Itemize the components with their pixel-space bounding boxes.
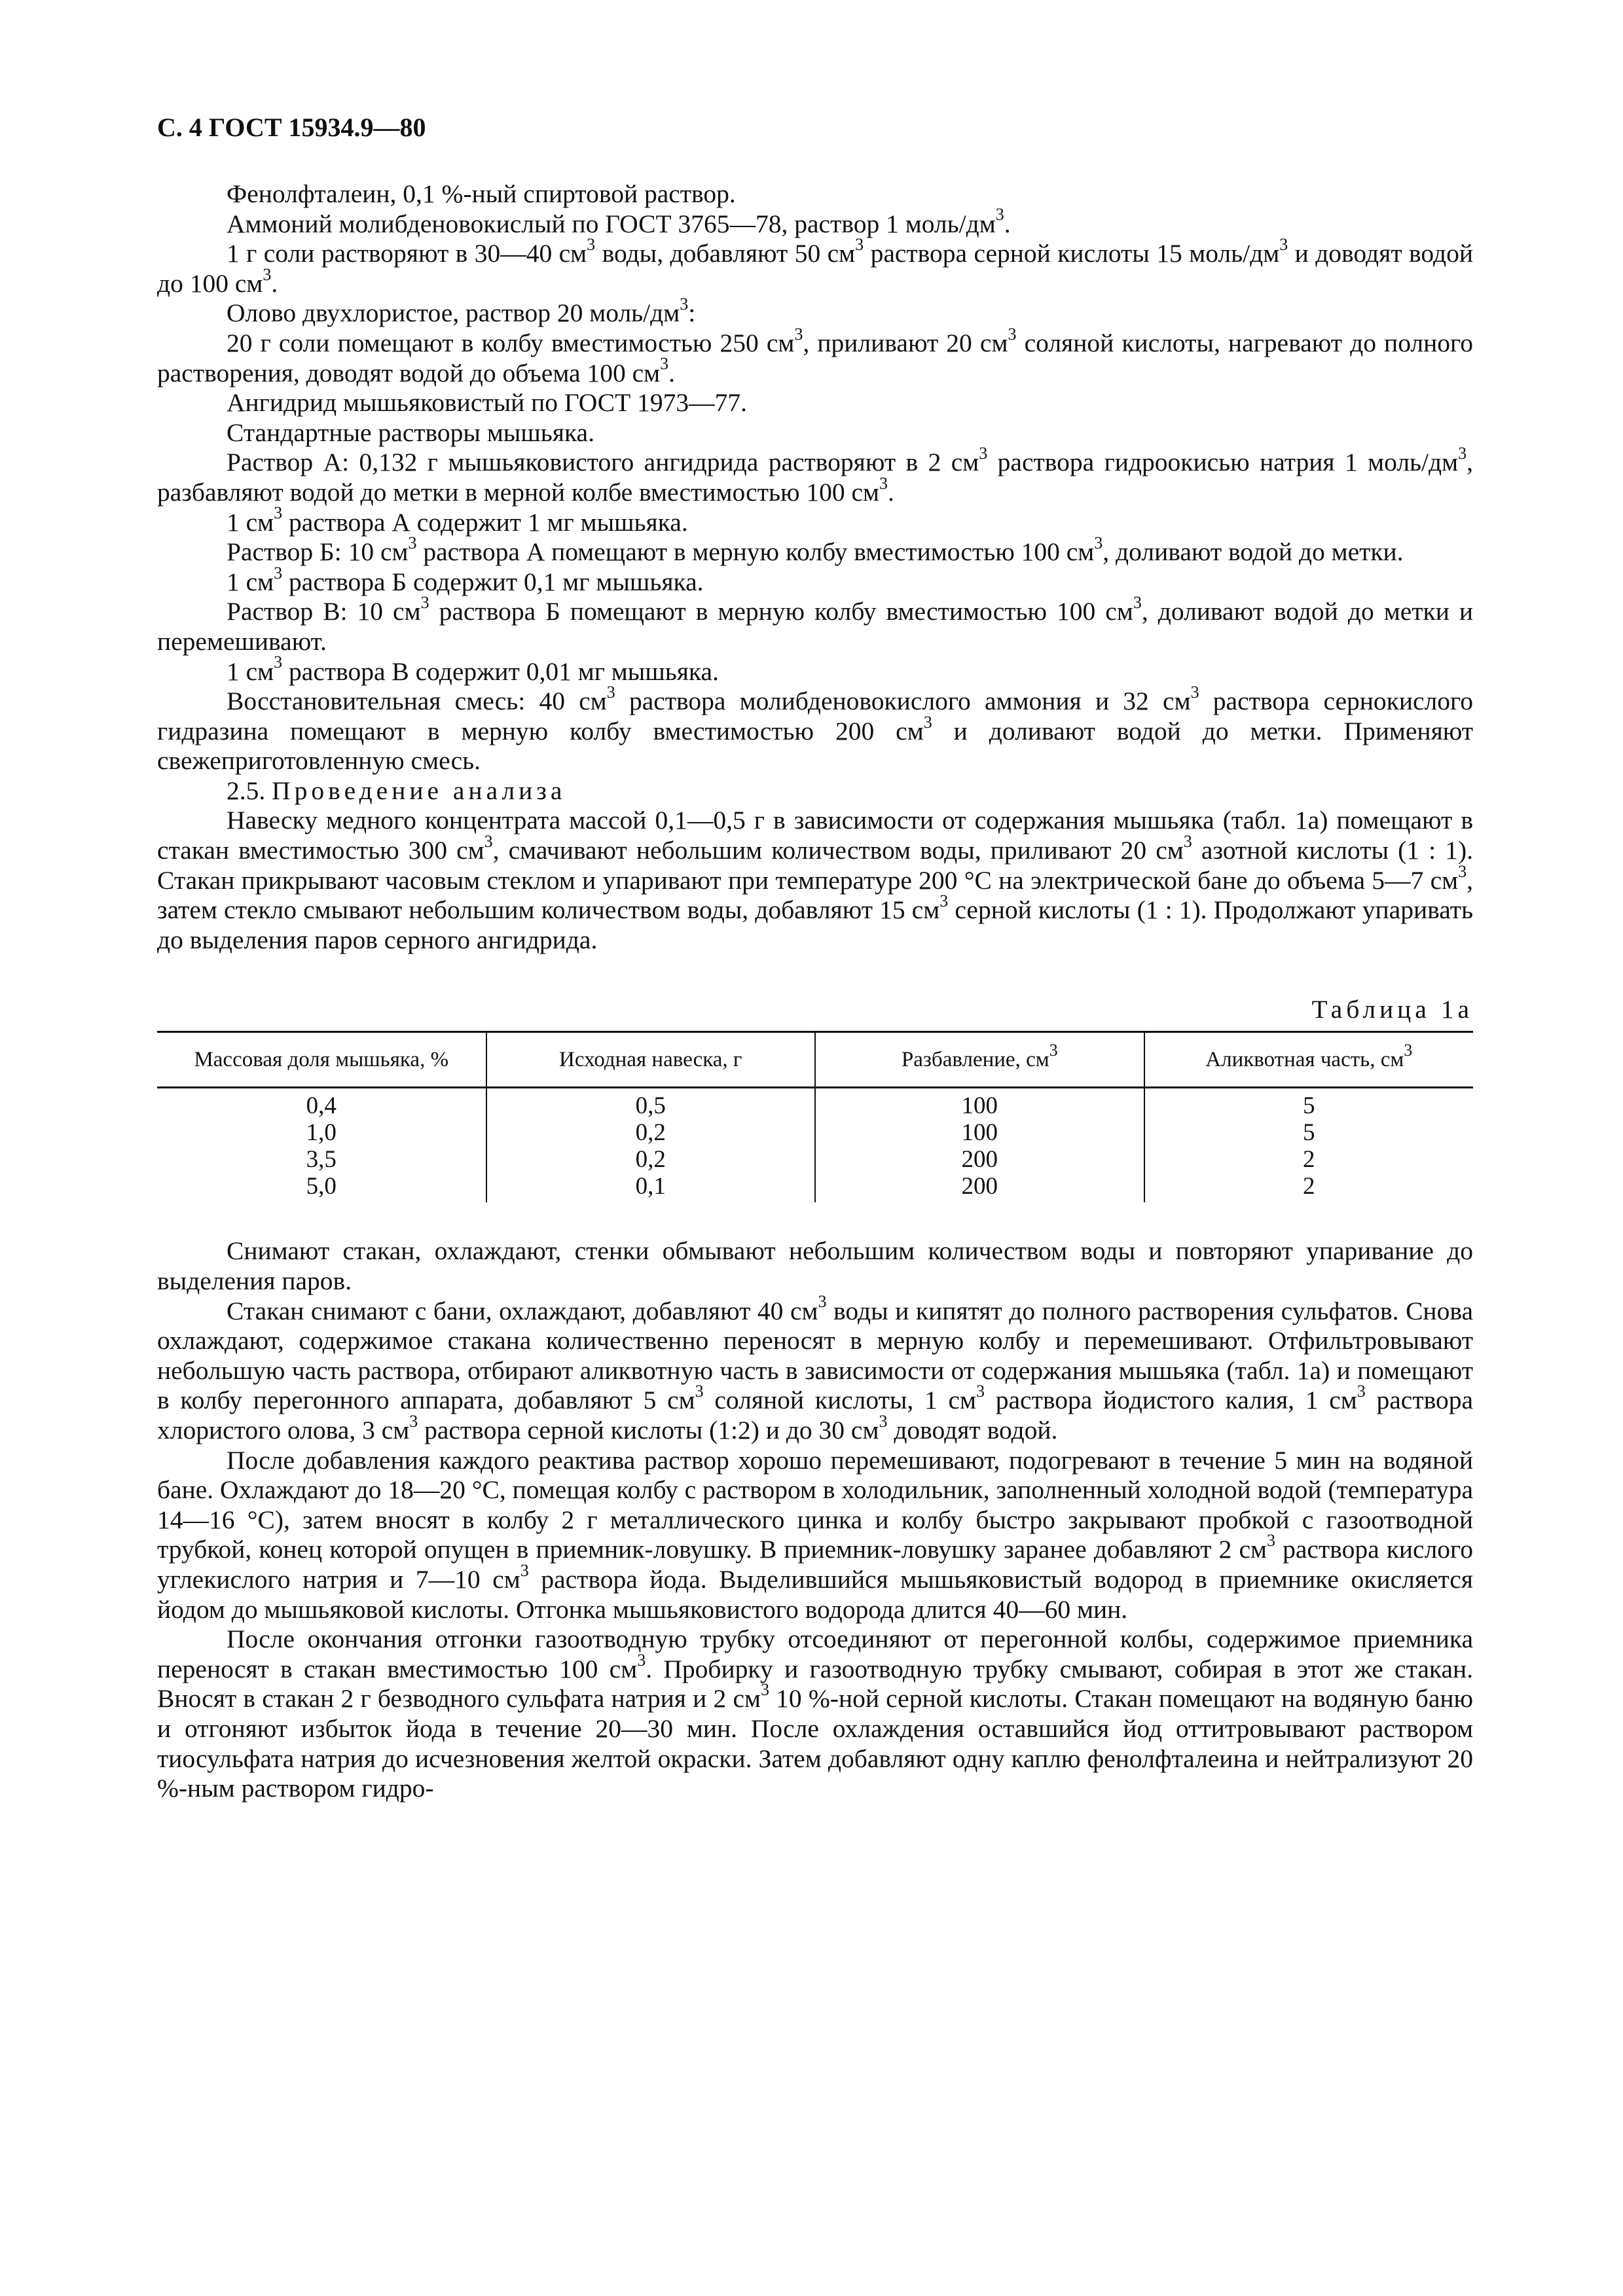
paragraph [157,324,1473,388]
header-text: Разбавление, см [901,1047,1049,1071]
superscript: 3 [1133,593,1142,613]
text: После окончания отгонки газоотводную трубку отсоединяют от перегонной колбы, содержимое приемника переносят в стакан вместимостью 100 см [157,1624,1473,1683]
superscript: 3 [976,1382,985,1401]
text: и доливают водой до метки. Применяют свежеприготовленную смесь. [157,716,1473,776]
superscript: 3 [979,444,988,463]
superscript: 3 [409,1411,418,1431]
paragraph [157,593,1473,656]
table-row [157,1173,1473,1202]
table-row [157,1119,1473,1146]
text: азотной кислоты (1 : 1). Стакан прикрывают часовым стеклом и упаривают при температуре 200 °С на электрической бане до объема 5—7 см [157,836,1473,895]
header-text: Исходная навеска, г [559,1047,742,1071]
table-cell: 100 [815,1088,1144,1120]
superscript: 3 [606,682,615,702]
paragraph [157,418,1473,448]
text: Фенолфталеин, 0,1 %-ный спиртовой раствор. [227,179,736,208]
superscript: 3 [1267,1531,1275,1551]
table-cell: 5 [1144,1119,1474,1146]
text: серной кислоты (1 : 1). Продолжают упаривать до выделения паров серного ангидрида. [157,895,1474,954]
table-cell: 200 [815,1173,1144,1202]
table-row [157,1146,1473,1173]
paragraph [157,444,1473,507]
superscript: 3 [939,891,949,911]
page-header: С. 4 ГОСТ 15934.9—80 [157,113,426,142]
text: Навеску медного концентрата массой 0,1—0,5 г в зависимости от содержания мышьяка (табл. 1а) помещают в стакан вместимостью 300 см [157,806,1473,865]
paragraph [157,295,1473,329]
text: соляной кислоты, нагревают до полного растворения, доводят водой до объема 100 см [157,328,1473,387]
text: раствора В содержит 0,01 мг мышьяка. [282,656,719,686]
reagents-block [157,179,1473,955]
paragraph [157,563,1473,598]
paragraph [157,533,1473,567]
table-cell: 0,1 [486,1173,816,1202]
superscript: 3 [1183,831,1192,851]
column-header [815,1032,1144,1088]
table-cell: 0,5 [486,1088,816,1120]
text: 20 г соли помещают в колбу вместимостью 250 см [227,328,795,357]
table-cell: 200 [815,1146,1144,1173]
table-caption: Таблица 1а [1311,995,1473,1024]
text: раствора Б содержит 0,1 мг мышьяка. [282,567,704,596]
superscript: 3 [420,593,429,613]
text: Восстановительная смесь: 40 см [227,687,607,716]
table-row [157,1088,1473,1120]
text: раствора молибденовокислого аммония и 32 см [615,687,1191,716]
paragraph [157,1446,1473,1625]
text: 1 см [227,567,274,596]
superscript: 3 [855,235,864,255]
superscript: 3 [587,235,596,255]
text: воды, добавляют 50 см [595,239,856,268]
paragraph [157,682,1473,776]
paragraph [157,653,1473,687]
text: воды и кипятят до полного растворения сульфатов. Снова охлаждают, содержимое стакана количественно переносят в мерную колбу и перемешивают. Отфильтровывают небольшую часть раствора, отбирают аликвотную часть в зависимости от содержания мышьяка (табл. 1а) и помещают в колбу перегонного аппарата, добавляют 5 см [157,1296,1473,1415]
document-page [157,111,1473,1804]
superscript: 3 [1357,1382,1366,1401]
text: 1 см [227,507,274,537]
header-text: Массовая доля мышьяка, % [194,1047,449,1071]
paragraph [157,1624,1473,1804]
superscript: 3 [1458,444,1467,463]
data-table [157,1031,1473,1202]
table-cell: 0,4 [306,1092,337,1120]
superscript: 3 [818,1292,827,1312]
column-header [1144,1032,1474,1088]
superscript: 3 [263,264,272,284]
text: , смачивают небольшим количеством воды, приливают 20 см [492,836,1184,865]
text: . Пробирку и газоотводную трубку смывают, собирая в этот же стакан. Вносят в стакан 2 г безводного сульфата натрия и 2 см [157,1654,1473,1713]
section-heading [157,776,1473,806]
paragraph [157,205,1473,240]
text: раствора серной кислоты 15 моль/дм [864,239,1280,268]
text: 10 %-ной серной кислоты. Стакан помещают на водяную баню и отгоняют избыток йода в течение 20—30 мин. После охлаждения оставшийся йод оттитровывают раствором тиосульфата натрия до исчезновения желтой окраски. Затем добавляют одну каплю фенолфталеина и нейтрализуют 20 %-ным раствором гидро- [157,1684,1473,1803]
table-header-row [157,1032,1473,1088]
table-cell: 3,5 [306,1146,337,1174]
superscript: 3 [923,712,932,732]
superscript: 3 [1279,235,1288,255]
text: , доливают водой до метки и перемешивают. [157,597,1473,656]
superscript: 3 [274,563,283,583]
superscript: 3 [879,1411,888,1431]
text: раствора гидроокисью натрия 1 моль/дм [987,448,1459,477]
superscript: 3 [1404,1040,1413,1060]
superscript: 3 [879,473,888,493]
paragraph [157,806,1473,955]
text: 1 г соли растворяют в 30—40 см [227,239,587,268]
text: раствора серной кислоты (1:2) и до 30 см [418,1416,879,1444]
superscript: 3 [1458,861,1467,881]
text: Аммоний молибденовокислый по ГОСТ 3765—78, раствор 1 моль/дм [227,209,996,238]
text: . [888,477,894,507]
table-cell: 100 [815,1119,1144,1146]
text: , доливают водой до метки. [1103,537,1404,567]
text: раствора кислого углекислого натрия и 7—10 см [157,1535,1473,1594]
text: Раствор В: 10 см [227,597,421,626]
superscript: 3 [274,503,283,523]
superscript: 3 [1190,682,1199,702]
paragraph [157,1292,1473,1446]
text: раствора йодистого калия, 1 см [985,1386,1357,1415]
text: Стандартные растворы мышьяка. [227,418,594,447]
table-cell: 2 [1144,1173,1474,1202]
text: : [688,298,696,328]
header-text: Аликвотная часть, см [1205,1047,1404,1071]
text: раствора хлористого олова, 3 см [157,1386,1473,1444]
text: раствора сернокислого гидразина помещают в мерную колбу вместимостью 200 см [157,687,1473,745]
text: доводят водой. [887,1416,1058,1444]
column-header [486,1032,816,1088]
superscript: 3 [660,354,669,374]
text: Ангидрид мышьяковистый по ГОСТ 1973—77. [227,388,748,418]
text: Олово двухлористое, раствор 20 моль/дм [227,298,680,328]
text: Раствор А: 0,132 г мышьяковистого ангидрида растворяют в 2 см [227,448,979,477]
text: 1 см [227,656,274,686]
text: После добавления каждого реактива раствор хорошо перемешивают, подогревают в течение 5 мин на водяной бане. Охлаждают до 18—20 °С, помещая колбу с раствором в холодильник, заполненный холодной водой (температура 14—16 °С), затем вносят в колбу 2 г металлического цинка и колбу быстро закрывают пробкой с газоотводной трубкой, конец которой опущен в приемник-ловушку. В приемник-ловушку заранее добавляют 2 см [157,1445,1473,1564]
paragraph [157,179,1473,209]
superscript: 3 [995,205,1004,224]
table-cell: 2 [1144,1146,1474,1173]
superscript: 3 [680,295,689,314]
superscript: 3 [637,1650,646,1670]
section-number: 2.5. [227,776,266,805]
table-cell: 1,0 [306,1119,337,1147]
paragraph [157,388,1473,418]
text: , приливают 20 см [803,328,1008,357]
text: Снимают стакан, охлаждают, стенки обмывают небольшим количеством воды и повторяют упаривание до выделения паров. [157,1236,1473,1296]
text: раствора Б помещают в мерную колбу вместимостью 100 см [429,597,1133,626]
section-title: Проведение анализа [272,776,566,805]
superscript: 3 [484,831,493,851]
superscript: 3 [695,1382,704,1401]
superscript: 3 [1094,533,1103,552]
superscript: 3 [274,653,283,672]
superscript: 3 [794,324,803,344]
text: , затем стекло смывают небольшим количеством воды, добавляют 15 см [157,865,1473,925]
table-cell: 5,0 [306,1173,337,1200]
paragraph [157,235,1473,298]
table-cell: 0,2 [486,1146,816,1173]
superscript: 3 [520,1560,529,1580]
text: . [271,268,278,298]
table-cell: 5 [1144,1088,1474,1120]
text: , разбавляют водой до метки в мерной колбе вместимостью 100 см [157,448,1473,507]
table-cell: 0,2 [486,1119,816,1146]
text: раствора А содержит 1 мг мышьяка. [282,507,688,537]
superscript: 3 [408,533,417,552]
procedure-continuation [157,1236,1473,1803]
text: и доводят водой до 100 см [157,239,1473,298]
superscript: 3 [760,1680,769,1700]
paragraph [157,1236,1473,1296]
column-header [157,1032,486,1088]
text: раствора йода. Выделившийся мышьяковистый водород в приемнике окисляется йодом до мышьяковой кислоты. Отгонка мышьяковистого водорода длится 40—60 мин. [157,1564,1473,1624]
text: . [668,358,675,387]
superscript: 3 [1008,324,1017,344]
paragraph [157,503,1473,538]
text: . [1004,209,1011,238]
text: Стакан снимают с бани, охлаждают, добавляют 40 см [227,1296,818,1325]
text: Раствор Б: 10 см [227,537,409,567]
superscript: 3 [1049,1040,1058,1060]
text: раствора А помещают в мерную колбу вместимостью 100 см [416,537,1095,567]
text: соляной кислоты, 1 см [703,1386,977,1415]
